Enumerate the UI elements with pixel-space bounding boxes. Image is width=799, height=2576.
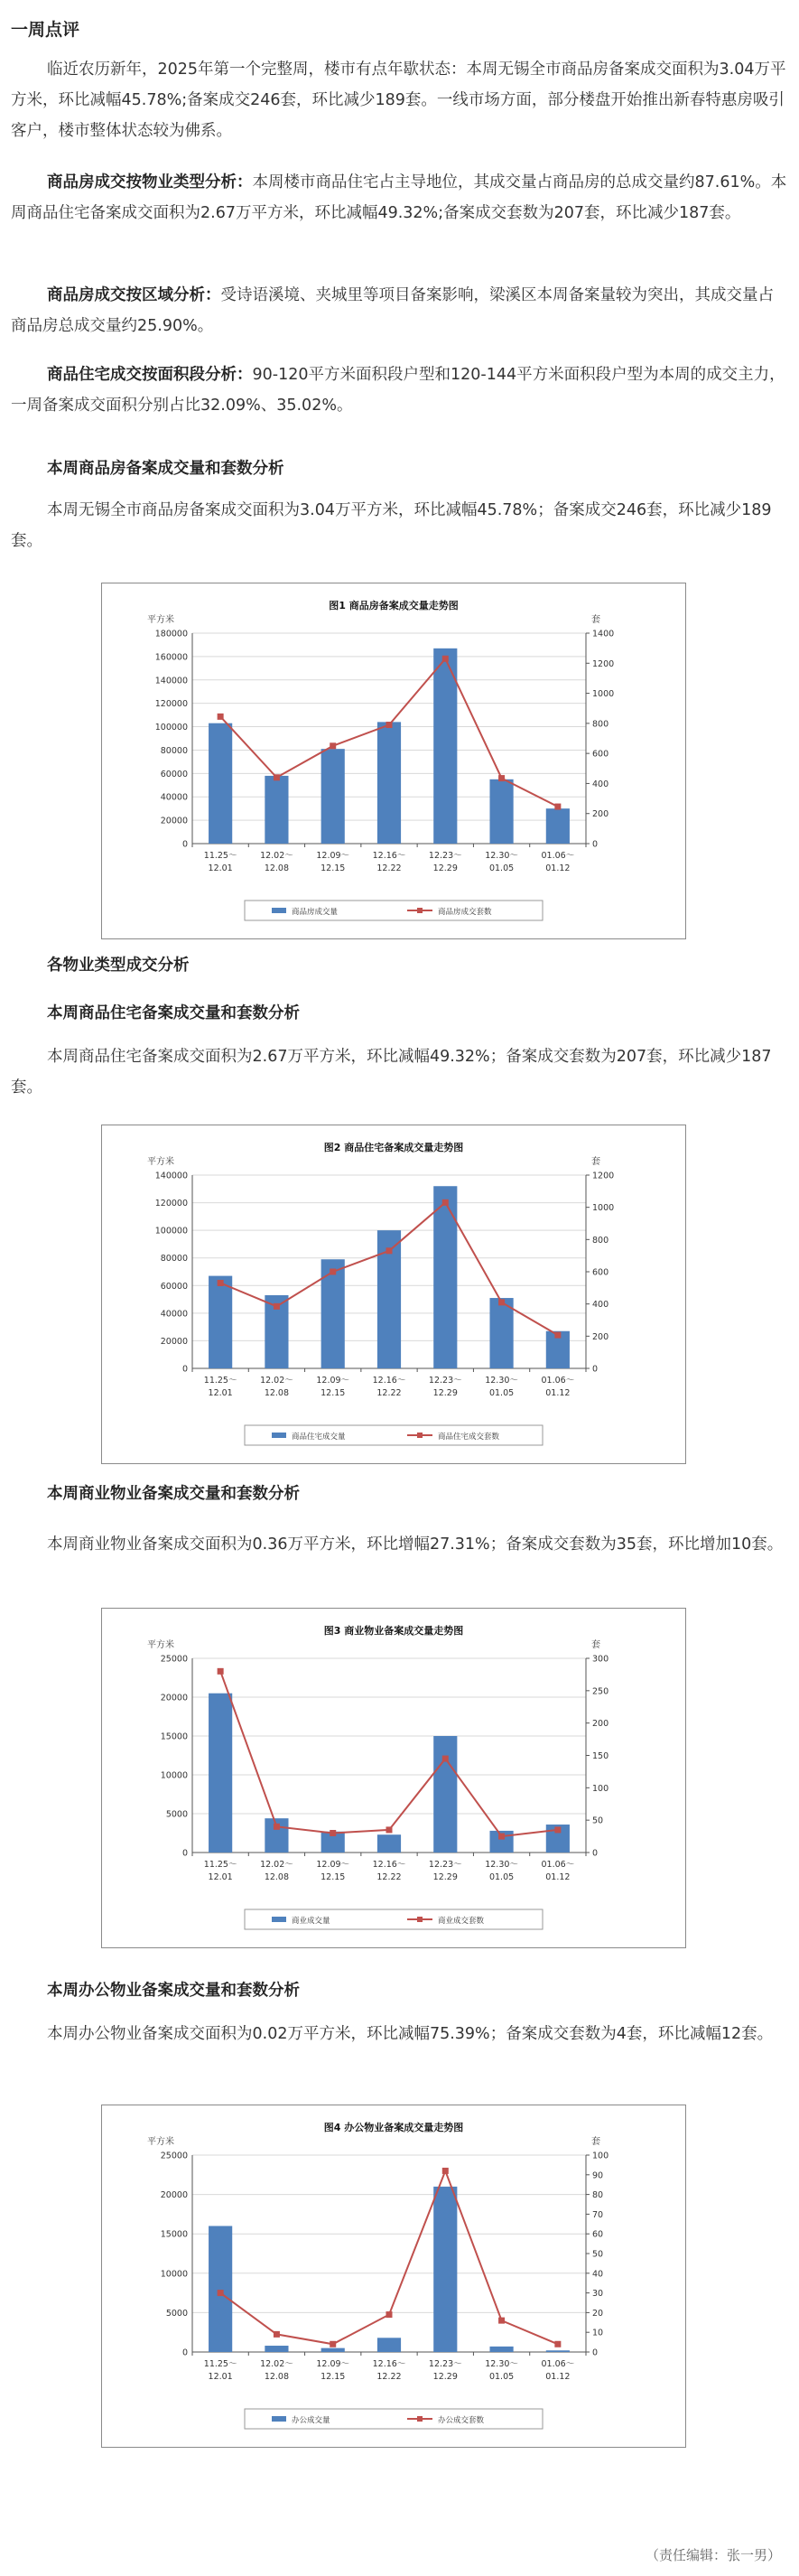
line-point — [274, 1824, 280, 1830]
x-tick-label: 12.08 — [264, 1872, 290, 1882]
chart-2-svg — [102, 1125, 685, 1463]
y-axis-label: 平方米 — [147, 1157, 174, 1167]
x-tick-label: 12.02～ — [260, 851, 293, 861]
area-label: 商品住宅成交按面积段分析： — [47, 366, 253, 384]
legend-label-line: 商品房成交套数 — [438, 908, 492, 917]
chart-title: 图1 商品房备案成交量走势图 — [329, 600, 459, 611]
y2-axis-label: 套 — [591, 1640, 600, 1650]
y-tick-label: 0 — [181, 839, 188, 850]
legend-swatch-marker — [417, 908, 423, 913]
bar — [377, 2338, 401, 2352]
x-tick-label: 12.16～ — [372, 1376, 406, 1386]
bar — [489, 1298, 513, 1368]
legend-label-line: 商业成交套数 — [438, 1917, 485, 1926]
legend-label-line: 办公成交套数 — [438, 2416, 485, 2425]
s3-heading: 本周商业物业备案成交量和套数分析 — [47, 1485, 300, 1503]
x-tick-label: 12.23～ — [428, 1860, 462, 1870]
y-tick-label: 15000 — [160, 2229, 188, 2240]
bar — [377, 722, 401, 844]
y2-tick-label: 90 — [592, 2170, 604, 2181]
y-tick-label: 0 — [181, 2347, 188, 2358]
x-tick-label: 12.30～ — [485, 851, 518, 861]
x-tick-label: 01.06～ — [541, 1376, 575, 1386]
y2-tick-label: 60 — [592, 2229, 604, 2240]
x-tick-label: 12.22 — [376, 1388, 402, 1398]
y-tick-label: 180000 — [154, 629, 188, 639]
line-point — [386, 2311, 393, 2318]
chart-4-svg — [102, 2105, 685, 2447]
y2-tick-label: 20 — [592, 2308, 604, 2319]
y-tick-label: 140000 — [154, 676, 188, 686]
s1-heading: 本周商品房备案成交量和套数分析 — [47, 460, 284, 478]
chart-3-frame — [101, 1608, 686, 1948]
y2-tick-label: 80 — [592, 2190, 604, 2201]
legend-box — [245, 901, 543, 920]
x-tick-label: 01.12 — [545, 1388, 571, 1398]
bar — [321, 749, 345, 844]
property-type-label: 商品房成交按物业类型分析： — [47, 173, 253, 191]
region-label: 商品房成交按区域分析： — [47, 286, 221, 304]
x-tick-label: 12.08 — [264, 1388, 290, 1398]
line-point — [218, 1280, 224, 1286]
region-paragraph — [11, 280, 789, 341]
bar — [546, 808, 570, 844]
bar — [209, 2226, 232, 2352]
y2-tick-label: 1000 — [592, 1203, 615, 1214]
line-point — [498, 775, 505, 781]
x-tick-label: 12.29 — [432, 2372, 458, 2382]
x-tick-label: 01.06～ — [541, 1860, 575, 1870]
y2-tick-label: 40 — [592, 2269, 604, 2280]
x-tick-label: 12.22 — [376, 863, 402, 873]
x-tick-label: 01.05 — [488, 1872, 515, 1882]
line-point — [498, 1299, 505, 1305]
area-text: 90-120平方米面积段户型和120-144平方米面积段户型为本周的成交主力，一周备案成交面积分别占比32.09%、35.02%。 — [11, 366, 785, 415]
chart-title: 图2 商品住宅备案成交量走势图 — [323, 1142, 464, 1153]
legend-swatch-bar — [272, 1433, 286, 1438]
bar — [546, 2350, 570, 2352]
s4-paragraph: 本周办公物业备案成交面积为0.02万平方米，环比减幅75.39%；备案成交套数为4套，环比减幅12套。 — [47, 2025, 774, 2043]
legend-label-line: 商品住宅成交套数 — [438, 1433, 500, 1442]
intro-paragraph: 临近农历新年，2025年第一个完整周，楼市有点年歇状态：本周无锡全市商品房备案成交面积为3.04万平方米，环比减幅45.78%;备案成交246套，环比减少189套。一线市场方面，部分楼盘开始推出新春特惠房吸引客户，楼市整体状态较为佛系。 — [11, 61, 786, 140]
y2-tick-label: 200 — [592, 809, 609, 820]
y2-axis-label: 套 — [591, 615, 600, 625]
y-axis-label: 平方米 — [147, 1640, 174, 1650]
x-tick-label: 12.08 — [264, 863, 290, 873]
y2-tick-label: 0 — [592, 1848, 599, 1859]
x-tick-label: 12.02～ — [260, 2359, 293, 2369]
legend-swatch-bar — [272, 1917, 286, 1922]
x-tick-label: 12.23～ — [428, 2359, 462, 2369]
x-tick-label: 12.29 — [432, 863, 458, 873]
x-tick-label: 12.29 — [432, 1388, 458, 1398]
y2-tick-label: 0 — [592, 1364, 599, 1375]
y2-tick-label: 100 — [592, 2151, 609, 2161]
s2-paragraph: 本周商品住宅备案成交面积为2.67万平方米，环比减幅49.32%；备案成交套数为207套，环比减少187套。 — [11, 1048, 772, 1097]
legend-label-bar: 商品住宅成交量 — [292, 1433, 346, 1442]
line-point — [442, 1756, 449, 1762]
y-tick-label: 80000 — [160, 745, 188, 756]
legend-swatch-marker — [417, 2416, 423, 2422]
y2-tick-label: 1400 — [592, 629, 615, 639]
line-point — [218, 1668, 224, 1675]
legend-swatch-marker — [417, 1433, 423, 1438]
y2-tick-label: 1200 — [592, 658, 615, 669]
x-tick-label: 12.15 — [321, 2372, 346, 2382]
bar — [433, 1736, 457, 1853]
y-tick-label: 160000 — [154, 652, 188, 663]
y2-tick-label: 100 — [592, 1783, 609, 1794]
x-tick-label: 11.25～ — [203, 1860, 237, 1870]
y-tick-label: 20000 — [160, 816, 188, 826]
y-axis-label: 平方米 — [147, 615, 174, 625]
bar — [433, 2187, 457, 2352]
y-tick-label: 25000 — [160, 2151, 188, 2161]
line-point — [218, 714, 224, 720]
legend-swatch-bar — [272, 2416, 286, 2422]
x-tick-label: 11.25～ — [203, 851, 237, 861]
chart-3-svg — [102, 1609, 685, 1947]
x-tick-label: 01.12 — [545, 2372, 571, 2382]
x-tick-label: 12.08 — [264, 2372, 290, 2382]
y2-tick-label: 200 — [592, 1331, 609, 1342]
editor-credit — [646, 2545, 781, 2564]
x-tick-label: 11.25～ — [203, 2359, 237, 2369]
y2-tick-label: 1000 — [592, 689, 615, 700]
y-tick-label: 40000 — [160, 792, 188, 803]
x-tick-label: 12.30～ — [485, 2359, 518, 2369]
s3-paragraph: 本周商业物业备案成交面积为0.36万平方米，环比增幅27.31%；备案成交套数为35套，环比增加10套。 — [47, 1535, 784, 1554]
x-tick-label: 11.25～ — [203, 1376, 237, 1386]
x-tick-label: 12.09～ — [316, 1376, 350, 1386]
y-tick-label: 0 — [181, 1364, 188, 1375]
line-point — [330, 742, 336, 749]
line-point — [386, 1247, 393, 1254]
bar — [265, 776, 288, 844]
x-tick-label: 12.09～ — [316, 851, 350, 861]
y-tick-label: 5000 — [165, 2308, 188, 2319]
chart-1-frame — [101, 583, 686, 939]
y-tick-label: 60000 — [160, 1281, 188, 1292]
line-point — [330, 2341, 336, 2347]
line-point — [554, 1826, 561, 1833]
y-tick-label: 5000 — [165, 1809, 188, 1820]
x-tick-label: 01.12 — [545, 863, 571, 873]
bar — [489, 779, 513, 844]
y-tick-label: 120000 — [154, 1199, 188, 1209]
y-tick-label: 80000 — [160, 1254, 188, 1265]
legend-label-bar: 商业成交量 — [292, 1917, 330, 1926]
line-point — [554, 2341, 561, 2347]
y2-tick-label: 10 — [592, 2328, 604, 2338]
x-tick-label: 12.22 — [376, 2372, 402, 2382]
y2-tick-label: 50 — [592, 2249, 604, 2260]
y-tick-label: 60000 — [160, 769, 188, 779]
y2-tick-label: 150 — [592, 1751, 609, 1761]
bar — [489, 2347, 513, 2352]
line-point — [498, 2318, 505, 2324]
editor-credit-text: （责任编辑：张一男） — [645, 2547, 781, 2563]
line-point — [554, 1332, 561, 1339]
y2-tick-label: 70 — [592, 2209, 604, 2220]
property-type-text: 本周楼市商品住宅占主导地位，其成交量占商品房的总成交量约87.61%。本周商品住宅备案成交面积为2.67万平方米，环比减幅49.32%;备案成交套数为207套，环比减少187套。 — [11, 173, 787, 222]
property-type-paragraph — [11, 167, 789, 229]
x-tick-label: 12.23～ — [428, 851, 462, 861]
x-tick-label: 12.15 — [321, 863, 346, 873]
y2-axis-label: 套 — [591, 2137, 600, 2147]
y-tick-label: 15000 — [160, 1731, 188, 1742]
y-tick-label: 100000 — [154, 1226, 188, 1237]
x-tick-label: 12.15 — [321, 1388, 346, 1398]
x-tick-label: 12.22 — [376, 1872, 402, 1882]
chart-4-frame — [101, 2105, 686, 2448]
region-text: 受诗语溪境、夹城里等项目备案影响，梁溪区本周备案量较为突出，其成交量占商品房总成交量约25.90%。 — [11, 286, 774, 335]
y2-tick-label: 200 — [592, 1719, 609, 1730]
x-tick-label: 01.06～ — [541, 2359, 575, 2369]
x-tick-label: 12.16～ — [372, 1860, 406, 1870]
bar — [209, 723, 232, 844]
chart-title: 图3 商业物业备案成交量走势图 — [323, 1625, 464, 1637]
y-tick-label: 10000 — [160, 2269, 188, 2280]
y2-axis-label: 套 — [591, 1157, 600, 1167]
x-tick-label: 01.05 — [488, 2372, 515, 2382]
chart-1-svg — [102, 583, 685, 938]
y-tick-label: 140000 — [154, 1171, 188, 1181]
y-tick-label: 120000 — [154, 699, 188, 710]
series-line — [220, 2170, 558, 2344]
y2-tick-label: 300 — [592, 1654, 609, 1665]
y2-tick-label: 250 — [592, 1686, 609, 1697]
x-tick-label: 12.01 — [208, 863, 233, 873]
line-point — [386, 722, 393, 728]
x-tick-label: 12.30～ — [485, 1376, 518, 1386]
y2-tick-label: 0 — [592, 839, 599, 850]
y-tick-label: 20000 — [160, 1693, 188, 1703]
y2-tick-label: 800 — [592, 1235, 609, 1246]
bar — [321, 2348, 345, 2352]
y2-tick-label: 400 — [592, 779, 609, 789]
x-tick-label: 12.02～ — [260, 1376, 293, 1386]
x-tick-label: 12.01 — [208, 1388, 233, 1398]
legend-label-bar: 商品房成交量 — [292, 908, 339, 917]
y-axis-label: 平方米 — [147, 2137, 174, 2147]
y-tick-label: 20000 — [160, 2190, 188, 2201]
series-line — [220, 1671, 558, 1836]
y2-tick-label: 30 — [592, 2289, 604, 2300]
y-tick-label: 40000 — [160, 1309, 188, 1320]
y-tick-label: 25000 — [160, 1654, 188, 1665]
x-tick-label: 01.05 — [488, 1388, 515, 1398]
bar — [209, 1276, 232, 1368]
y2-tick-label: 600 — [592, 1267, 609, 1278]
x-tick-label: 12.16～ — [372, 851, 406, 861]
y-tick-label: 100000 — [154, 723, 188, 733]
bar — [377, 1834, 401, 1853]
legend-swatch-marker — [417, 1917, 423, 1922]
y2-tick-label: 400 — [592, 1300, 609, 1311]
line-point — [274, 2331, 280, 2338]
x-tick-label: 12.09～ — [316, 1860, 350, 1870]
y-tick-label: 20000 — [160, 1336, 188, 1347]
x-tick-label: 12.02～ — [260, 1860, 293, 1870]
line-point — [218, 2290, 224, 2296]
y2-tick-label: 0 — [592, 2347, 599, 2358]
line-point — [274, 774, 280, 780]
section-heading-weekly-review: 一周点评 — [11, 20, 80, 40]
line-point — [498, 1834, 505, 1840]
legend-box — [245, 1909, 543, 1929]
bar — [265, 2346, 288, 2352]
y2-tick-label: 50 — [592, 1815, 604, 1826]
line-point — [554, 804, 561, 810]
s4-heading: 本周办公物业备案成交量和套数分析 — [47, 1982, 300, 2000]
x-tick-label: 12.23～ — [428, 1376, 462, 1386]
y2-tick-label: 1200 — [592, 1171, 615, 1181]
s2-heading: 本周商品住宅备案成交量和套数分析 — [47, 1004, 300, 1022]
bar — [321, 1259, 345, 1368]
x-tick-label: 12.01 — [208, 1872, 233, 1882]
x-tick-label: 12.16～ — [372, 2359, 406, 2369]
x-tick-label: 01.06～ — [541, 851, 575, 861]
line-point — [330, 1269, 336, 1275]
x-tick-label: 12.30～ — [485, 1860, 518, 1870]
x-tick-label: 12.29 — [432, 1872, 458, 1882]
y-tick-label: 0 — [181, 1848, 188, 1859]
x-tick-label: 12.01 — [208, 2372, 233, 2382]
bar — [209, 1694, 232, 1853]
line-point — [274, 1303, 280, 1310]
line-point — [442, 2168, 449, 2174]
x-tick-label: 12.09～ — [316, 2359, 350, 2369]
x-tick-label: 01.12 — [545, 1872, 571, 1882]
line-point — [330, 1830, 336, 1836]
bar — [433, 1186, 457, 1368]
y-tick-label: 10000 — [160, 1770, 188, 1781]
legend-swatch-bar — [272, 908, 286, 913]
legend-box — [245, 2409, 543, 2429]
line-point — [442, 1199, 449, 1206]
area-paragraph — [11, 359, 789, 421]
line-point — [442, 656, 449, 662]
chart-2-frame — [101, 1125, 686, 1464]
s1-paragraph: 本周无锡全市商品房备案成交面积为3.04万平方米，环比减幅45.78%；备案成交246套，环比减少189套。 — [11, 501, 772, 550]
y2-tick-label: 800 — [592, 719, 609, 730]
legend-label-bar: 办公成交量 — [292, 2416, 330, 2425]
x-tick-label: 12.15 — [321, 1872, 346, 1882]
property-types-heading: 各物业类型成交分析 — [47, 957, 190, 975]
line-point — [386, 1826, 393, 1833]
chart-title: 图4 办公物业备案成交量走势图 — [323, 2122, 464, 2133]
y2-tick-label: 600 — [592, 749, 609, 760]
x-tick-label: 01.05 — [488, 863, 515, 873]
